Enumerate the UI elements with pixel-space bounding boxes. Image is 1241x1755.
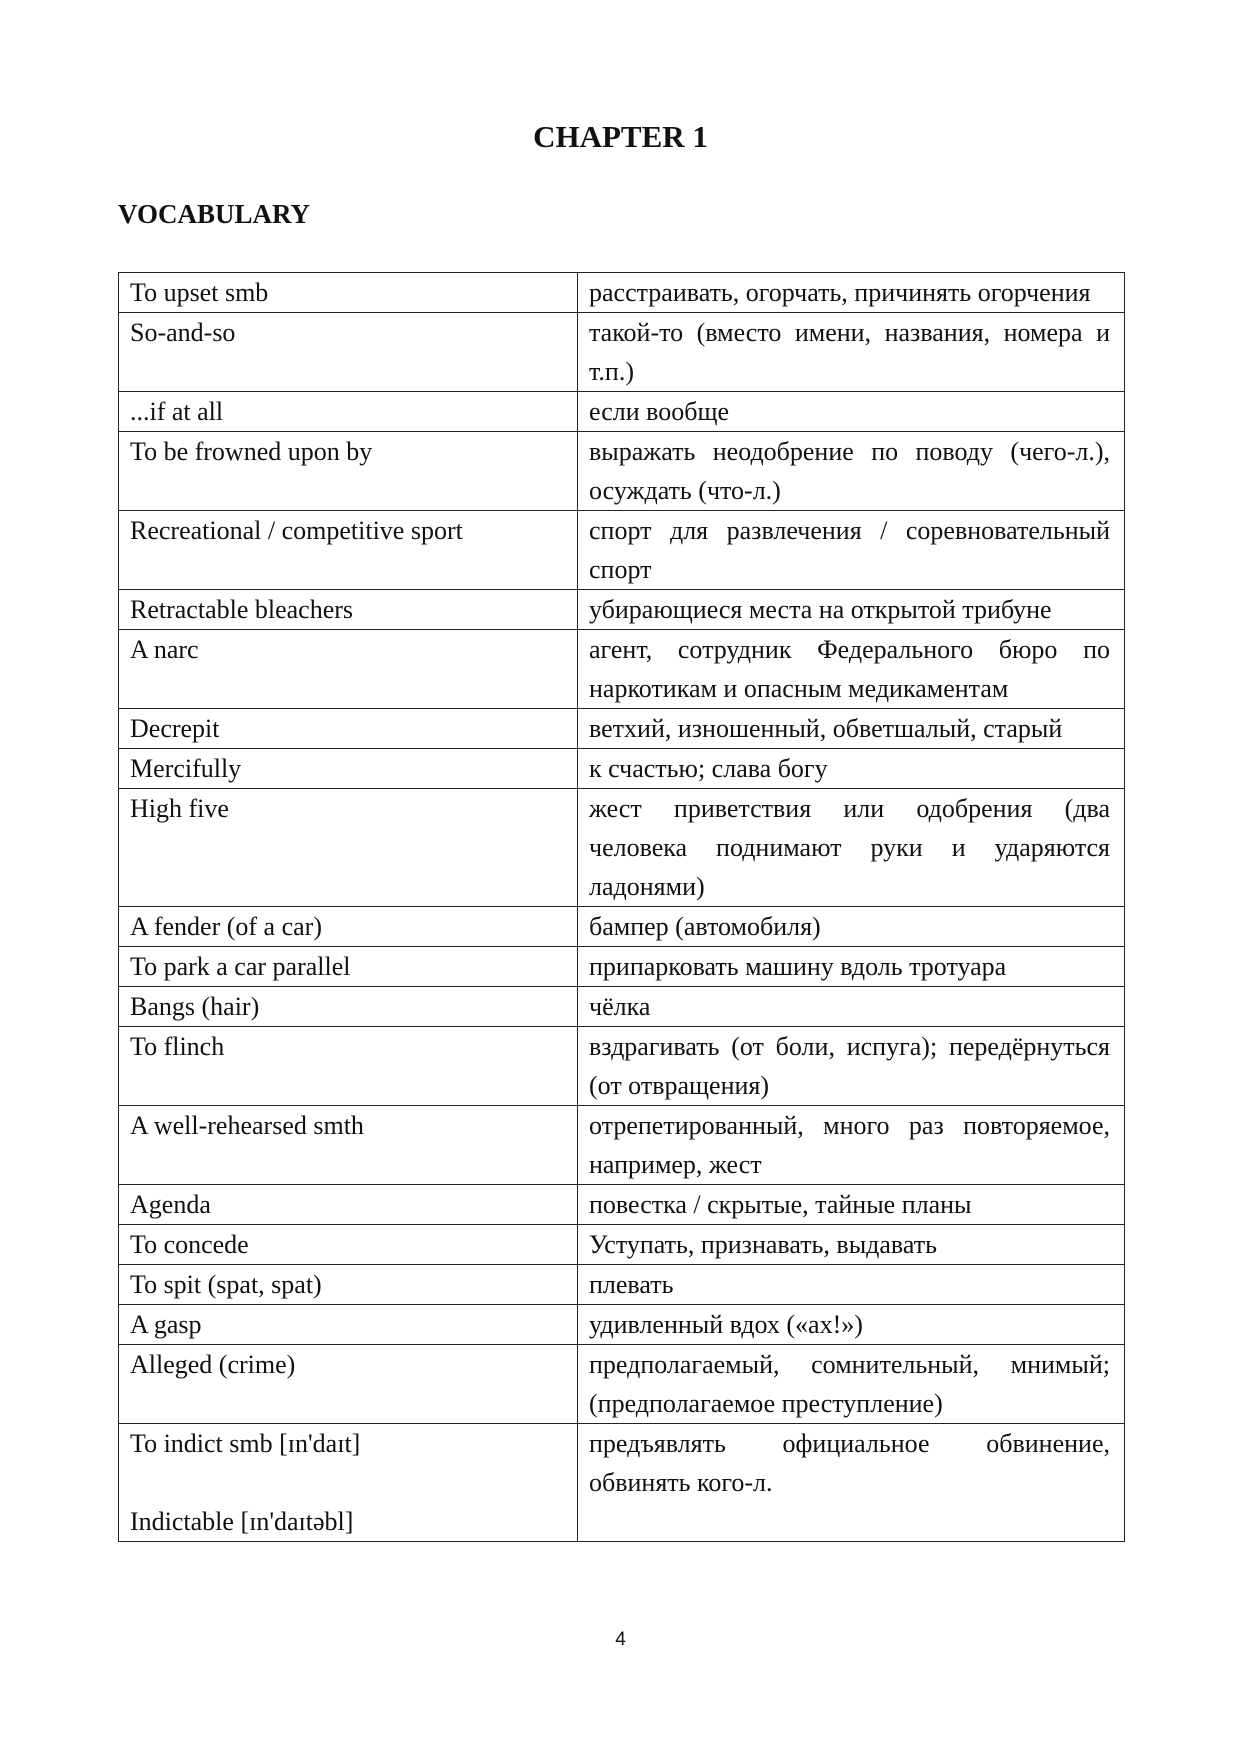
table-row <box>119 313 1125 392</box>
translation-cell: к счастью; слава богу <box>578 749 1125 789</box>
translation-cell: припарковать машину вдоль тротуара <box>578 947 1125 987</box>
table-row <box>119 1106 1125 1185</box>
translation-cell: бампер (автомобиля) <box>578 907 1125 947</box>
translation-cell: отрепетированный, много раз повторяемое, например, жест <box>578 1106 1125 1185</box>
table-row <box>119 590 1125 630</box>
table-row <box>119 1265 1125 1305</box>
term-cell <box>119 1424 578 1542</box>
translation-cell: такой-то (вместо имени, названия, номера и т.п.) <box>578 313 1125 392</box>
translation-cell: убирающиеся места на открытой трибуне <box>578 590 1125 630</box>
term-cell: Retractable bleachers <box>119 590 578 630</box>
translation-cell: спорт для развлечения / соревновательный спорт <box>578 511 1125 590</box>
translation-cell: расстраивать, огорчать, причинять огорчения <box>578 273 1125 313</box>
table-row <box>119 789 1125 907</box>
term-line: To indict smb [ɪn'daɪt] <box>130 1429 361 1458</box>
term-cell: Decrepit <box>119 709 578 749</box>
table-row <box>119 1027 1125 1106</box>
vocabulary-table <box>118 272 1125 1542</box>
term-cell: To spit (spat, spat) <box>119 1265 578 1305</box>
term-cell: Agenda <box>119 1185 578 1225</box>
translation-cell: Уступать, признавать, выдавать <box>578 1225 1125 1265</box>
translation-cell: вздрагивать (от боли, испуга); передёрнуться (от отвращения) <box>578 1027 1125 1106</box>
term-line: Indictable [ɪn'daɪtəbl] <box>130 1507 354 1536</box>
translation-cell: предполагаемый, сомнительный, мнимый; (предполагаемое преступление) <box>578 1345 1125 1424</box>
chapter-title: CHAPTER 1 <box>533 119 708 154</box>
translation-cell: удивленный вдох («ах!») <box>578 1305 1125 1345</box>
table-row <box>119 432 1125 511</box>
table-row <box>119 1424 1125 1542</box>
term-cell: So-and-so <box>119 313 578 392</box>
translation-cell: плевать <box>578 1265 1125 1305</box>
term-cell: To concede <box>119 1225 578 1265</box>
term-cell: A well-rehearsed smth <box>119 1106 578 1185</box>
table-row <box>119 511 1125 590</box>
translation-cell: агент, сотрудник Федерального бюро по наркотикам и опасным медикаментам <box>578 630 1125 709</box>
table-row <box>119 907 1125 947</box>
table-row <box>119 709 1125 749</box>
table-row <box>119 1345 1125 1424</box>
term-cell: A gasp <box>119 1305 578 1345</box>
section-heading: VOCABULARY <box>118 199 311 229</box>
term-cell: To upset smb <box>119 273 578 313</box>
term-cell: To flinch <box>119 1027 578 1106</box>
term-cell: To park a car parallel <box>119 947 578 987</box>
term-cell: To be frowned upon by <box>119 432 578 511</box>
blank-line <box>130 1463 567 1502</box>
page-number: 4 <box>615 1629 626 1650</box>
term-cell: A narc <box>119 630 578 709</box>
table-row <box>119 392 1125 432</box>
translation-cell: выражать неодобрение по поводу (чего-л.), осуждать (что-л.) <box>578 432 1125 511</box>
translation-cell: повестка / скрытые, тайные планы <box>578 1185 1125 1225</box>
term-cell: A fender (of a car) <box>119 907 578 947</box>
translation-cell: ветхий, изношенный, обветшалый, старый <box>578 709 1125 749</box>
term-cell: Recreational / competitive sport <box>119 511 578 590</box>
translation-cell: если вообще <box>578 392 1125 432</box>
table-row <box>119 1185 1125 1225</box>
table-row <box>119 630 1125 709</box>
term-cell: Bangs (hair) <box>119 987 578 1027</box>
table-row <box>119 749 1125 789</box>
table-row <box>119 947 1125 987</box>
translation-cell: предъявлять официальное обвинение, обвинять кого-л. <box>578 1424 1125 1542</box>
translation-cell: жест приветствия или одобрения (два человека поднимают руки и ударяются ладонями) <box>578 789 1125 907</box>
term-cell: Alleged (crime) <box>119 1345 578 1424</box>
term-cell: High five <box>119 789 578 907</box>
table-row <box>119 1305 1125 1345</box>
table-row <box>119 987 1125 1027</box>
term-cell: ...if at all <box>119 392 578 432</box>
table-row <box>119 273 1125 313</box>
table-row <box>119 1225 1125 1265</box>
translation-cell: чёлка <box>578 987 1125 1027</box>
term-cell: Mercifully <box>119 749 578 789</box>
